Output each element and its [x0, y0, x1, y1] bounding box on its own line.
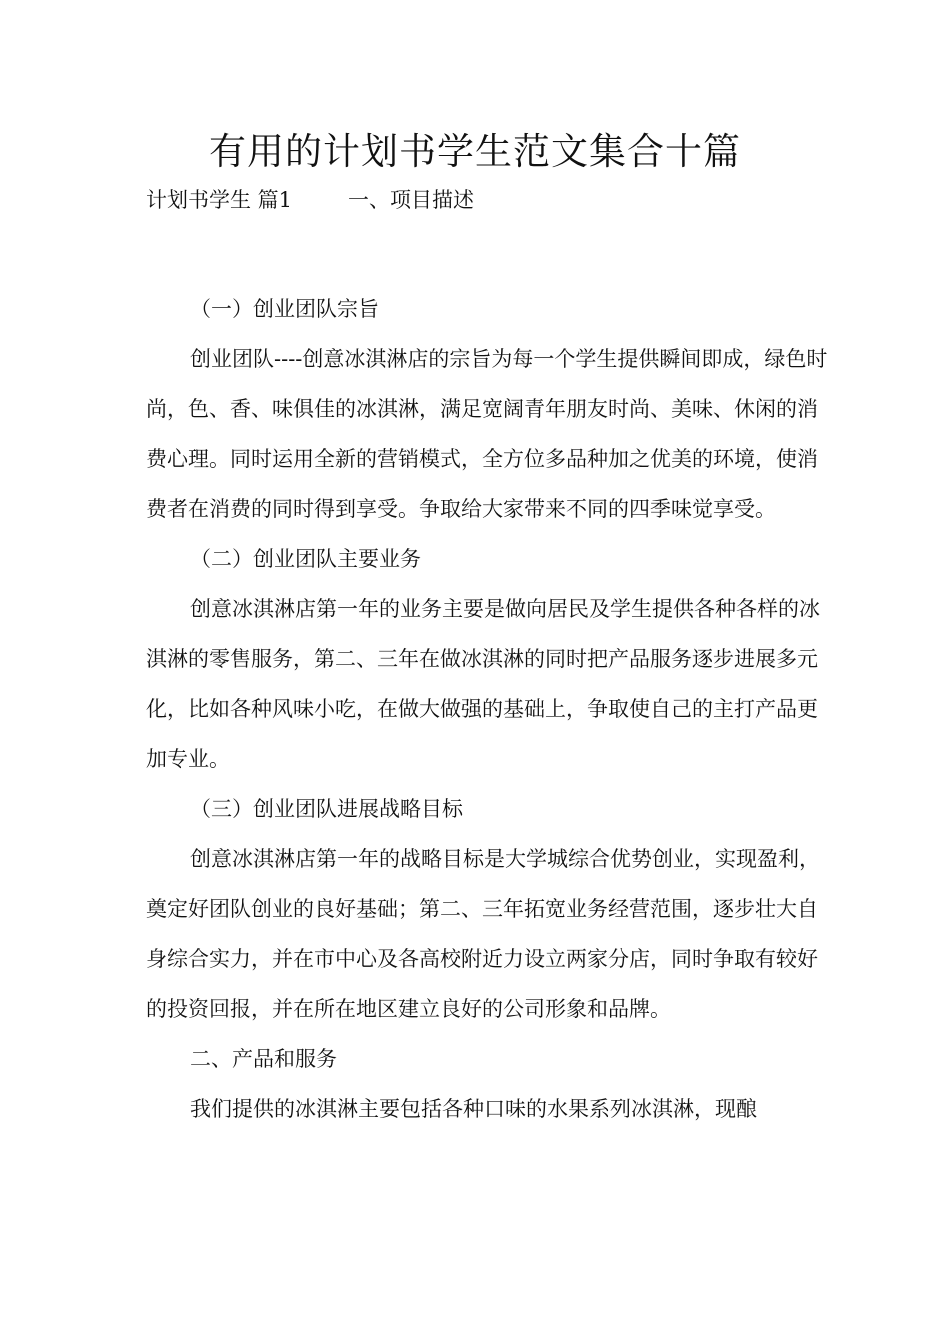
document-title: 有用的计划书学生范文集合十篇 [209, 130, 741, 173]
paragraph-strategy-goals: 创意冰淇淋店第一年的战略目标是大学城综合优势创业，实现盈利，奠定好团队创业的良好基础；第二、三年拓宽业务经营范围，逐步壮大自身综合实力，并在市中心及各高校附近力设立两家分店，同时争取有较好的投资回报，并在所在地区建立良好的公司形象和品牌。 [146, 847, 820, 1021]
heading-team-purpose: （一）创业团队宗旨 [190, 297, 379, 321]
document-subline [146, 184, 474, 216]
heading-strategy-goals: （三）创业团队进展战略目标 [190, 797, 463, 821]
document-body [146, 284, 832, 1134]
paragraph-main-business: 创意冰淇淋店第一年的业务主要是做向居民及学生提供各种各样的冰淇淋的零售服务，第二、三年在做冰淇淋的同时把产品服务逐步进展多元化，比如各种风味小吃，在做大做强的基础上，争取使自己的主打产品更加专业。 [146, 597, 820, 771]
paragraph-team-purpose: 创业团队----创意冰淇淋店的宗旨为每一个学生提供瞬间即成，绿色时尚，色、香、味俱佳的冰淇淋，满足宽阔青年朋友时尚、美味、休闲的消费心理。同时运用全新的营销模式，全方位多品种加之优美的环境，使消费者在消费的同时得到享受。争取给大家带来不同的四季味觉享受。 [146, 347, 828, 521]
section-label: 计划书学生 篇1 [146, 188, 293, 212]
heading-products-services: 二、产品和服务 [190, 1047, 337, 1071]
paragraph-products-services: 我们提供的冰淇淋主要包括各种口味的水果系列冰淇淋，现酿 [190, 1097, 757, 1121]
heading-main-business: （二）创业团队主要业务 [190, 547, 421, 571]
section-heading-project-description: 一、项目描述 [348, 188, 475, 212]
